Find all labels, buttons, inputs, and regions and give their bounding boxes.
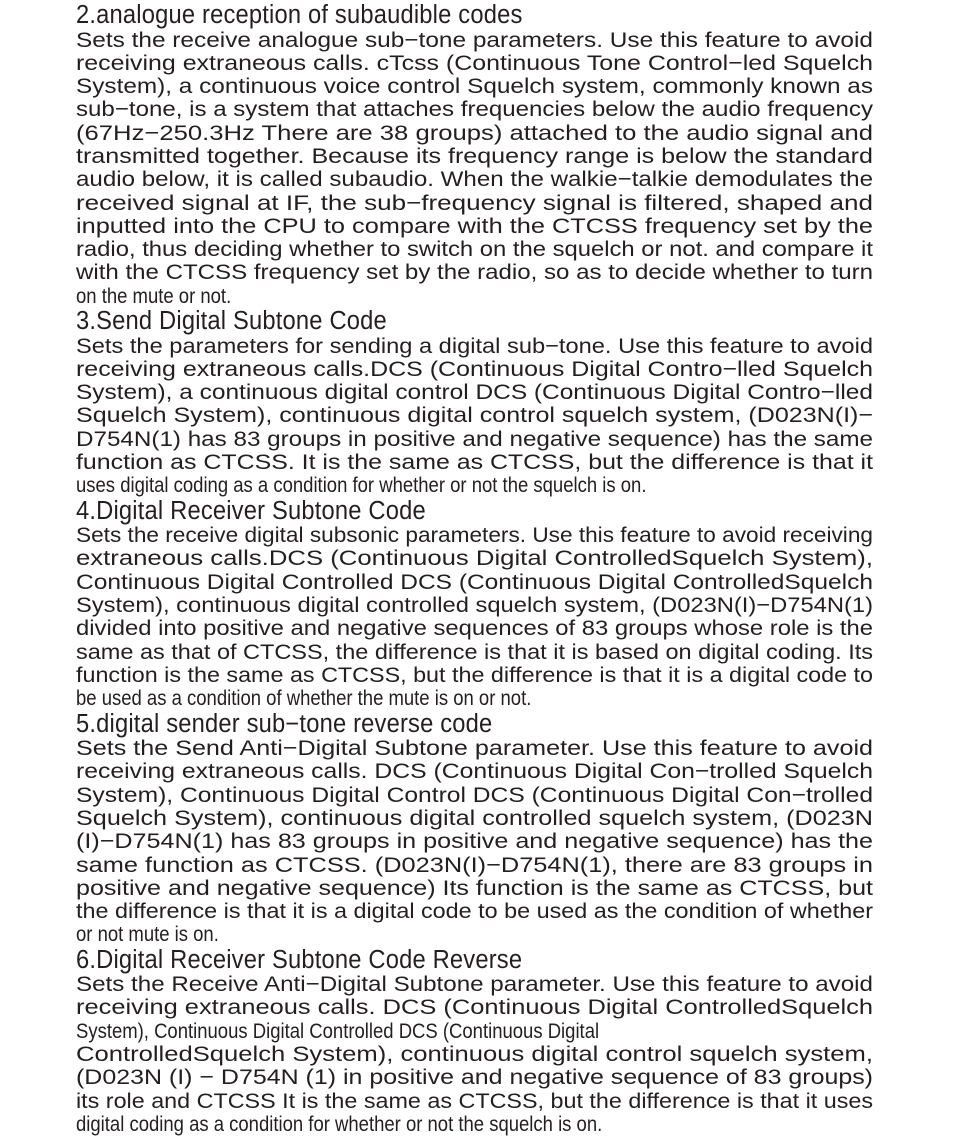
paragraph-line: (67Hz−250.3Hz There are 38 groups) attached to the audio signal and	[76, 120, 873, 145]
paragraph-line: Sets the Receive Anti−Digital Subtone parameter. Use this feature to avoid	[76, 972, 873, 997]
paragraph-line: radio, thus deciding whether to switch on the squelch or not. and compare it	[76, 237, 873, 262]
paragraph-line: System), Continuous Digital Control DCS (Continuous Digital Con−trolled	[76, 782, 874, 807]
section	[76, 947, 876, 1136]
paragraph-line: System), a continuous digital control DCS (Continuous Digital Contro−lled	[76, 380, 873, 405]
paragraph-line: sub−tone, is a system that attaches frequencies below the audio frequency	[76, 97, 874, 122]
paragraph-line: with the CTCSS frequency set by the radio, so as to decide whether to turn	[76, 260, 874, 285]
paragraph-line: System), a continuous voice control Squelch system, commonly known as	[76, 74, 874, 99]
paragraph-line: receiving extraneous calls. DCS (Continuous Digital ControlledSquelch	[76, 995, 874, 1020]
paragraph-line: Sets the receive analogue sub−tone parameters. Use this feature to avoid	[76, 27, 873, 52]
paragraph-line: transmitted together. Because its frequency range is below the standard	[76, 143, 873, 168]
paragraph-line: or not mute is on.	[76, 922, 219, 947]
section-paragraph	[76, 737, 876, 947]
section-heading: 2.analogue reception of subaudible codes	[76, 1, 523, 29]
paragraph-line: received signal at IF, the sub−frequency signal is filtered, shaped and	[76, 190, 873, 215]
paragraph-line: be used as a condition of whether the mute is on or not.	[76, 686, 532, 711]
paragraph-line: Continuous Digital Controlled DCS (Continuous Digital ControlledSquelch	[76, 569, 874, 594]
manual-page	[76, 2, 876, 1136]
paragraph-line: Sets the receive digital subsonic parameters. Use this feature to avoid receiving	[76, 523, 873, 548]
paragraph-line: function as CTCSS. It is the same as CTCSS, but the difference is that it	[76, 450, 874, 475]
paragraph-line: audio below, it is called subaudio. When the walkie−talkie demodulates the	[76, 167, 874, 192]
paragraph-line: Squelch System), continuous digital controlled squelch system, (D023N	[76, 805, 874, 830]
paragraph-line: (D023N (I) − D754N (1) in positive and negative sequence of 83 groups)	[76, 1065, 873, 1090]
paragraph-line: digital coding as a condition for whether or not the squelch is on.	[76, 1111, 603, 1136]
paragraph-line: Sets the parameters for sending a digital sub−tone. Use this feature to avoid	[76, 333, 873, 358]
section-paragraph	[76, 335, 876, 498]
paragraph-line: System), Continuous Digital Controlled DCS (Continuous Digital	[76, 1018, 600, 1043]
paragraph-line: (I)−D754N(1) has 83 groups in positive and negative sequence) has the	[76, 829, 874, 854]
section-heading: 4.Digital Receiver Subtone Code	[76, 496, 426, 525]
section-heading: 3.Send Digital Subtone Code	[76, 307, 387, 336]
paragraph-line: receiving extraneous calls. DCS (Continuous Digital Con−trolled Squelch	[76, 759, 873, 784]
paragraph-line: receiving extraneous calls.DCS (Continuous Digital Contro−lled Squelch	[76, 356, 874, 381]
paragraph-line: inputted into the CPU to compare with the CTCSS frequency set by the	[76, 213, 874, 238]
section	[76, 308, 876, 498]
paragraph-line: on the mute or not.	[76, 283, 232, 308]
section	[76, 711, 876, 947]
paragraph-line: Sets the Send Anti−Digital Subtone parameter. Use this feature to avoid	[76, 736, 874, 761]
section-paragraph	[76, 524, 876, 710]
paragraph-line: divided into positive and negative sequences of 83 groups whose role is the	[76, 616, 874, 641]
paragraph-line: function is the same as CTCSS, but the difference is that it is a digital code to	[76, 662, 874, 687]
paragraph-line: its role and CTCSS It is the same as CTCSS, but the difference is that it uses	[76, 1088, 874, 1113]
paragraph-line: same as that of CTCSS, the difference is that it is based on digital coding. Its	[76, 639, 874, 664]
paragraph-line: uses digital coding as a condition for whether or not the squelch is on.	[76, 473, 647, 498]
section-heading: 5.digital sender sub−tone reverse code	[76, 709, 493, 738]
paragraph-line: the difference is that it is a digital code to be used as the condition of whether	[76, 899, 873, 924]
paragraph-line: same function as CTCSS. (D023N(I)−D754N(1), there are 83 groups in	[76, 852, 873, 877]
paragraph-line: D754N(1) has 83 groups in positive and negative sequence) has the same	[76, 426, 873, 451]
section-paragraph	[76, 973, 876, 1136]
section	[76, 498, 876, 711]
section	[76, 2, 876, 308]
paragraph-line: ControlledSquelch System), continuous digital control squelch system,	[76, 1042, 873, 1067]
paragraph-line: extraneous calls.DCS (Continuous Digital ControlledSquelch System),	[76, 546, 873, 571]
paragraph-line: receiving extraneous calls. cTcss (Continuous Tone Control−led Squelch	[76, 50, 874, 75]
paragraph-line: System), continuous digital controlled squelch system, (D023N(I)−D754N(1)	[76, 593, 873, 618]
paragraph-line: Squelch System), continuous digital control squelch system, (D023N(I)−	[76, 403, 874, 428]
paragraph-line: positive and negative sequence) Its function is the same as CTCSS, but	[76, 875, 874, 900]
section-heading: 6.Digital Receiver Subtone Code Reverse	[76, 945, 523, 974]
section-paragraph	[76, 29, 876, 309]
